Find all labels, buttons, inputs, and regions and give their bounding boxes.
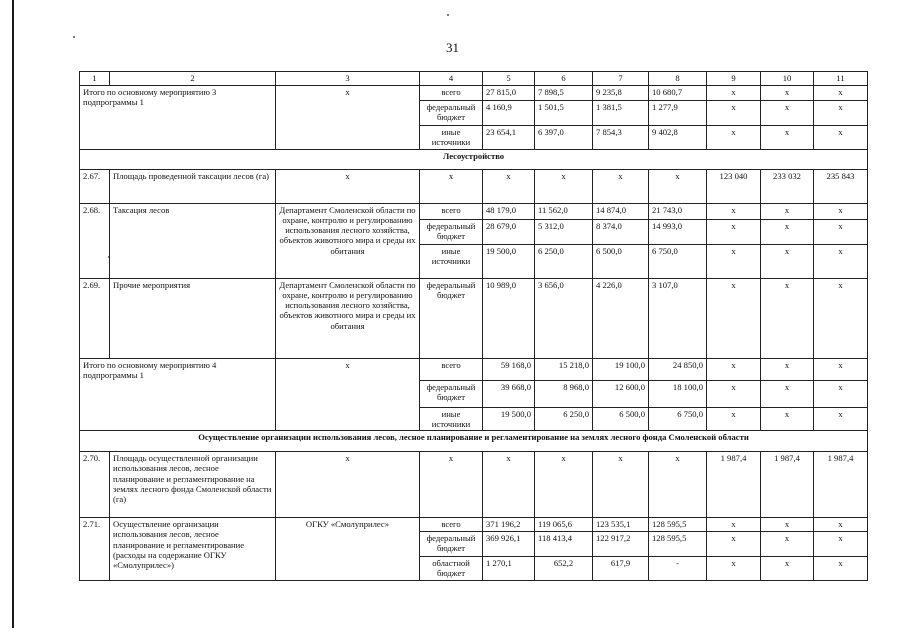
- scan-speck: [447, 14, 449, 16]
- value-cell: 19 100,0: [593, 359, 649, 381]
- table-row: [80, 518, 868, 532]
- header-cell: 1: [80, 72, 110, 86]
- header-cell: 6: [535, 72, 593, 86]
- value-cell: x: [761, 532, 814, 557]
- table-row: [80, 86, 868, 101]
- value-cell: 1 501,5: [535, 101, 593, 126]
- value-cell: 8 968,0: [535, 381, 593, 408]
- section-row: [80, 150, 868, 170]
- left-margin-rule: [12, 0, 14, 628]
- value-cell: 1 381,5: [593, 101, 649, 126]
- value-cell: x: [420, 452, 483, 518]
- value-cell: 14 874,0: [593, 204, 649, 220]
- value-cell: 15 218,0: [535, 359, 593, 381]
- source-cell: всего: [420, 518, 483, 532]
- table-row: [80, 452, 868, 518]
- source-cell: областной бюджет: [420, 557, 483, 580]
- value-cell: x: [483, 452, 535, 518]
- value-cell: x: [593, 170, 649, 204]
- value-cell: 8 374,0: [593, 220, 649, 245]
- header-cell: 4: [420, 72, 483, 86]
- value-cell: x: [483, 170, 535, 204]
- value-cell: x: [814, 101, 868, 126]
- value-cell: 10 989,0: [483, 279, 535, 359]
- value-cell: 123 535,1: [593, 518, 649, 532]
- value-cell: x: [707, 279, 761, 359]
- value-cell: 128 595,5: [649, 518, 707, 532]
- value-cell: 59 168,0: [483, 359, 535, 381]
- executor-cell: Департамент Смоленской области по охране, контролю и регулированию использования лесного хозяйства, объектов животного мира и среды их обитания: [276, 279, 420, 359]
- row-number: 2.67.: [80, 170, 110, 204]
- value-cell: x: [707, 86, 761, 101]
- value-cell: 19 500,0: [483, 408, 535, 431]
- value-cell: x: [814, 220, 868, 245]
- executor-cell: ОГКУ «Смолуприлес»: [276, 518, 420, 580]
- value-cell: x: [761, 86, 814, 101]
- value-cell: 23 654,1: [483, 126, 535, 150]
- value-cell: -: [649, 557, 707, 580]
- header-cell: 3: [276, 72, 420, 86]
- value-cell: 3 107,0: [649, 279, 707, 359]
- value-cell: x: [535, 170, 593, 204]
- item-name: Площадь осуществленной организации использования лесов, лесное планирование и регламентирование на землях лесного фонда Смоленской области (га): [110, 452, 276, 518]
- value-cell: x: [814, 381, 868, 408]
- value-cell: x: [707, 557, 761, 580]
- page-number: 31: [446, 40, 459, 55]
- value-cell: 369 926,1: [483, 532, 535, 557]
- value-cell: x: [761, 279, 814, 359]
- item-name: Площадь проведенной таксации лесов (га): [110, 170, 276, 204]
- value-cell: 118 413,4: [535, 532, 593, 557]
- item-name: Осуществление организации использования лесов, лесное планирование и регламентирование (расходы на содержание ОГКУ «Смолуприлес»): [110, 518, 276, 580]
- value-cell: x: [707, 220, 761, 245]
- value-cell: 28 679,0: [483, 220, 535, 245]
- source-cell: иные источники: [420, 408, 483, 431]
- column-number-header: [80, 72, 868, 86]
- value-cell: x: [814, 126, 868, 150]
- value-cell: x: [761, 518, 814, 532]
- value-cell: 233 032: [761, 170, 814, 204]
- value-cell: x: [814, 359, 868, 381]
- header-cell: 10: [761, 72, 814, 86]
- value-cell: 4 160,9: [483, 101, 535, 126]
- total-label: Итого по основному мероприятию 3 подпрограммы 1: [80, 86, 276, 150]
- value-cell: x: [814, 408, 868, 431]
- value-cell: 48 179,0: [483, 204, 535, 220]
- value-cell: x: [814, 532, 868, 557]
- value-cell: x: [707, 532, 761, 557]
- value-cell: 27 815,0: [483, 86, 535, 101]
- value-cell: x: [707, 408, 761, 431]
- item-name: Таксация лесов: [110, 204, 276, 279]
- value-cell: 19 500,0: [483, 245, 535, 279]
- value-cell: 4 226,0: [593, 279, 649, 359]
- row-number: 2.70.: [80, 452, 110, 518]
- value-cell: 123 040: [707, 170, 761, 204]
- value-cell: 21 743,0: [649, 204, 707, 220]
- value-cell: x: [761, 557, 814, 580]
- table-row: [80, 204, 868, 220]
- value-cell: x: [814, 557, 868, 580]
- section-title: Лесоустройство: [80, 150, 868, 170]
- executor-cell: x: [276, 86, 420, 150]
- value-cell: x: [707, 204, 761, 220]
- value-cell: x: [649, 170, 707, 204]
- executor-cell: Департамент Смоленской области по охране, контролю и регулированию использования лесного хозяйства, объектов животного мира и среды их обитания: [276, 204, 420, 279]
- value-cell: 128 595,5: [649, 532, 707, 557]
- table-row: [80, 279, 868, 359]
- value-cell: 12 600,0: [593, 381, 649, 408]
- value-cell: 1 270,1: [483, 557, 535, 580]
- value-cell: x: [535, 452, 593, 518]
- value-cell: x: [649, 452, 707, 518]
- value-cell: x: [814, 86, 868, 101]
- value-cell: x: [814, 518, 868, 532]
- scan-speck: [73, 36, 75, 38]
- value-cell: 1 987,4: [814, 452, 868, 518]
- source-cell: всего: [420, 359, 483, 381]
- source-cell: федеральный бюджет: [420, 381, 483, 408]
- value-cell: 7 898,5: [535, 86, 593, 101]
- value-cell: 6 750,0: [649, 245, 707, 279]
- value-cell: x: [707, 101, 761, 126]
- value-cell: 235 843: [814, 170, 868, 204]
- value-cell: 9 402,8: [649, 126, 707, 150]
- value-cell: 5 312,0: [535, 220, 593, 245]
- section-title: Осуществление организации использования лесов, лесное планирование и регламентирование на землях лесного фонда Смоленской области: [80, 431, 868, 452]
- value-cell: x: [276, 170, 420, 204]
- value-cell: x: [814, 279, 868, 359]
- value-cell: 9 235,8: [593, 86, 649, 101]
- source-cell: всего: [420, 86, 483, 101]
- source-cell: иные источники: [420, 245, 483, 279]
- row-number: 2.68.: [80, 204, 110, 279]
- value-cell: x: [707, 359, 761, 381]
- value-cell: 6 397,0: [535, 126, 593, 150]
- value-cell: 24 850,0: [649, 359, 707, 381]
- source-cell: федеральный бюджет: [420, 220, 483, 245]
- item-name: Прочие мероприятия: [110, 279, 276, 359]
- value-cell: 1 277,9: [649, 101, 707, 126]
- value-cell: 6 750,0: [649, 408, 707, 431]
- value-cell: 6 250,0: [535, 245, 593, 279]
- value-cell: 11 562,0: [535, 204, 593, 220]
- value-cell: x: [761, 359, 814, 381]
- value-cell: x: [814, 204, 868, 220]
- value-cell: 14 993,0: [649, 220, 707, 245]
- source-cell: иные источники: [420, 126, 483, 150]
- value-cell: x: [814, 245, 868, 279]
- table-row: [80, 359, 868, 381]
- budget-table: [79, 71, 868, 581]
- value-cell: 371 196,2: [483, 518, 535, 532]
- value-cell: x: [420, 170, 483, 204]
- table-row: [80, 170, 868, 204]
- value-cell: x: [761, 220, 814, 245]
- value-cell: 3 656,0: [535, 279, 593, 359]
- header-cell: 5: [483, 72, 535, 86]
- value-cell: 6 500,0: [593, 408, 649, 431]
- value-cell: 7 854,3: [593, 126, 649, 150]
- value-cell: 6 500,0: [593, 245, 649, 279]
- value-cell: x: [761, 126, 814, 150]
- value-cell: x: [707, 245, 761, 279]
- value-cell: 6 250,0: [535, 408, 593, 431]
- header-cell: 11: [814, 72, 868, 86]
- value-cell: x: [761, 101, 814, 126]
- value-cell: x: [707, 381, 761, 408]
- section-row: [80, 431, 868, 452]
- value-cell: 119 065,6: [535, 518, 593, 532]
- value-cell: 617,9: [593, 557, 649, 580]
- total-label: Итого по основному мероприятию 4 подпрограммы 1: [80, 359, 276, 431]
- value-cell: x: [761, 204, 814, 220]
- value-cell: 10 680,7: [649, 86, 707, 101]
- value-cell: x: [276, 452, 420, 518]
- source-cell: федеральный бюджет: [420, 532, 483, 557]
- row-number: 2.69.: [80, 279, 110, 359]
- value-cell: 652,2: [535, 557, 593, 580]
- value-cell: 1 987,4: [761, 452, 814, 518]
- header-cell: 9: [707, 72, 761, 86]
- source-cell: всего: [420, 204, 483, 220]
- executor-cell: x: [276, 359, 420, 431]
- value-cell: x: [761, 381, 814, 408]
- header-cell: 8: [649, 72, 707, 86]
- source-cell: федеральный бюджет: [420, 279, 483, 359]
- value-cell: x: [761, 408, 814, 431]
- header-cell: 2: [110, 72, 276, 86]
- value-cell: 18 100,0: [649, 381, 707, 408]
- value-cell: x: [593, 452, 649, 518]
- value-cell: 122 917,2: [593, 532, 649, 557]
- value-cell: x: [707, 518, 761, 532]
- source-cell: федеральный бюджет: [420, 101, 483, 126]
- row-number: 2.71.: [80, 518, 110, 580]
- value-cell: 39 668,0: [483, 381, 535, 408]
- header-cell: 7: [593, 72, 649, 86]
- value-cell: 1 987,4: [707, 452, 761, 518]
- value-cell: x: [761, 245, 814, 279]
- value-cell: x: [707, 126, 761, 150]
